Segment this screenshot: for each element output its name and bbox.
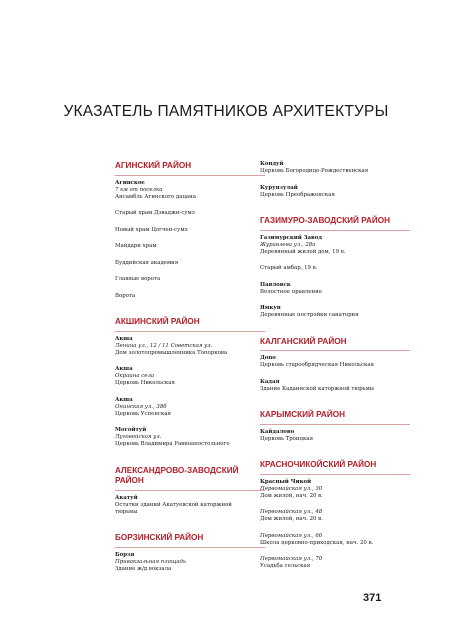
address-line: Первомайская ул., 70: [260, 556, 323, 562]
monument-entry: [115, 366, 265, 387]
monument-entry: [260, 282, 410, 296]
monument-entry: [260, 379, 410, 393]
monument-name: Деревянные постройки санатория: [260, 312, 359, 318]
locality-name: Агинское: [115, 179, 145, 186]
address-line: Окраина села: [115, 373, 155, 379]
monument-name: Ворота: [115, 292, 136, 299]
monument-name: Здание ж/д вокзала: [115, 565, 172, 572]
locality-name: Акша: [115, 366, 133, 372]
locality-name: Акша: [115, 335, 133, 342]
address-line: Луговойская ул.: [115, 434, 162, 440]
address-line: Ленина ул., 12 / 11 Советская ул.: [115, 342, 213, 349]
monument-entry: [260, 355, 410, 369]
monument-entry: [260, 161, 410, 175]
monument-entry: [260, 533, 410, 547]
district-heading: КАРЫМСКИЙ РАЙОН: [260, 410, 410, 425]
district-section: [260, 410, 410, 443]
address-line: 7 км от поселка: [115, 186, 163, 193]
monument-entry: [260, 305, 410, 319]
monument-entry: [115, 293, 265, 300]
monument-entry: [260, 429, 410, 443]
locality-name: Борзя: [115, 551, 135, 558]
locality-name: Дono: [260, 355, 276, 361]
district-section: [260, 161, 410, 199]
page-number: 371: [363, 592, 382, 604]
locality-name: Кадая: [260, 378, 280, 385]
district-heading: КАЛГАНСКИЙ РАЙОН: [260, 337, 410, 352]
monument-entry: [260, 235, 410, 256]
monument-name: Старый храм Дэваджи-сумэ: [115, 210, 195, 216]
index-column-right: [260, 161, 410, 580]
district-section: [115, 161, 265, 300]
monument-name: Остатки зданий Акатуевской каторжной: [115, 501, 232, 508]
monument-entry: [115, 495, 265, 516]
monument-entry: [115, 336, 265, 357]
district-heading: АКШИНСКИЙ РАЙОН: [115, 317, 265, 332]
monument-name: Ансамбль Агинского дацана: [115, 193, 196, 200]
monument-name: Церковь Никольская: [115, 380, 175, 386]
monument-entry: [260, 479, 410, 500]
monument-name: Новый храм Цогчен-сумэ: [115, 226, 188, 233]
address-line: Привокзальная площадь: [115, 558, 186, 565]
locality-name: Ямкун: [260, 305, 281, 311]
district-heading: БОРЗИНСКИЙ РАЙОН: [115, 533, 265, 548]
monument-name: Дом жилой, нач. 20 в.: [260, 492, 323, 499]
district-section: [115, 533, 265, 573]
page-title: УКАЗАТЕЛЬ ПАМЯТНИКОВ АРХИТЕКТУРЫ: [63, 103, 389, 120]
monument-entry: [115, 210, 265, 217]
monument-name: Буддийская академия: [115, 259, 179, 266]
district-heading: АГИНСКИЙ РАЙОН: [115, 161, 265, 176]
monument-entry: [115, 260, 265, 267]
monument-name: Церковь старообрядческая Никольская: [260, 362, 374, 368]
locality-name: Курунзулай: [260, 184, 298, 191]
monument-name: Усадьба сельская: [260, 563, 311, 569]
monument-name: Церковь Троицкая: [260, 435, 313, 442]
monument-entry: [115, 180, 265, 201]
monument-name: Школа церковно-приходская, нач. 20 в.: [260, 539, 374, 546]
monument-name: Церковь Владимира Равноапостольного: [115, 441, 230, 447]
monument-entry: [260, 509, 410, 523]
district-heading: КРАСНОЧИКОЙСКИЙ РАЙОН: [260, 460, 410, 475]
district-section: [260, 460, 410, 570]
monument-entry: [115, 243, 265, 250]
address-line: Первомайская ул., 48: [260, 509, 323, 515]
monument-name: Церковь Успенская: [115, 410, 171, 417]
monument-entry: [115, 276, 265, 283]
monument-entry: [260, 185, 410, 199]
monument-entry: [260, 265, 410, 272]
district-section: [115, 466, 265, 516]
monument-name: Деревянный жилой дом, 19 в.: [260, 248, 346, 255]
monument-name: Церковь Преображенская: [260, 191, 335, 198]
monument-name: Старый амбар, 19 в.: [260, 265, 318, 271]
district-heading: АЛЕКСАНДРОВО-ЗАВОДСКИЙ РАЙОН: [115, 466, 265, 491]
monument-entry: [260, 556, 410, 570]
locality-name: Газимурский Завод: [260, 234, 322, 241]
monument-name: Дом жилой, нач. 20 в.: [260, 516, 323, 522]
locality-name: Кайдалово: [260, 428, 295, 435]
locality-name: Кондуй: [260, 161, 284, 167]
locality-name: Акша: [115, 396, 133, 403]
district-heading: ГАЗИМУРО-ЗАВОДСКИЙ РАЙОН: [260, 216, 410, 231]
monument-entry: [115, 227, 265, 234]
monument-name: Главные ворота: [115, 276, 161, 282]
locality-name: Акатуй: [115, 494, 138, 501]
district-section: [260, 337, 410, 393]
monument-entry: [115, 427, 265, 448]
district-section: [260, 216, 410, 319]
monument-entry: [115, 552, 265, 573]
monument-name: Дом золотопромышленника Топоркова: [115, 349, 228, 356]
address-line: Первомайская ул., 30: [260, 485, 323, 492]
monument-name: Майдари храм: [115, 243, 157, 249]
monument-name: тюрьмы: [115, 508, 138, 515]
monument-name: Волостное правление: [260, 288, 322, 295]
locality-name: Павловск: [260, 281, 291, 288]
monument-entry: [115, 397, 265, 418]
address-line: Журавлева ул., 28а: [260, 241, 316, 248]
monument-name: Здание Кадаинской каторжной тюрьмы: [260, 385, 374, 392]
monument-name: Церковь Богородице-Рождественская: [260, 168, 369, 174]
address-line: Первомайская ул., 66: [260, 532, 323, 539]
locality-name: Красный Чикой: [260, 478, 312, 485]
locality-name: Могойтуй: [115, 427, 147, 433]
index-column-left: [115, 161, 265, 582]
district-section: [115, 317, 265, 448]
address-line: Онинская ул., 38б: [115, 403, 167, 410]
